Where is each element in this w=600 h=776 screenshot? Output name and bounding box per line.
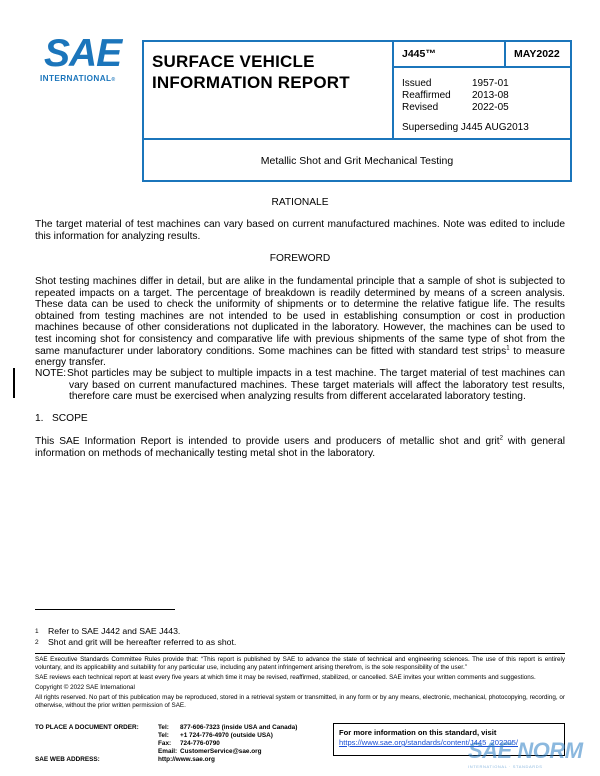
note-text: Shot particles may be subject to multiple impacts in a test machine. The target material of test machines can vary based on current manufactured machines. These target materials will affect the laboratory test results, therefore care must be exercised when analyzing results from different accelarated laboratory testing. [67,368,565,403]
legal-text: SAE Executive Standards Committee Rules provide that: “This report is published by SAE to advance the state of technical and engineering sciences. The use of this report is entirely voluntary, and its applicability and suitability for any particular use, including any patent infringement arising therefrom, is the sole responsibility of the user.” SAE reviews each technical report at least every five years at which time it may be revised, reaffirmed, stabilized, or cancelled. SAE invites your written comments and suggestions. Copyright © 2022 SAE International All rights reserved. No part of this publication may be reproduced, stored in a retrieval system or transmitted, in any form or by any means, electronic, mechanical, photocopying, recording, or otherwise, without the prior written permission of SAE. [35,656,565,709]
report-type: SURFACE VEHICLE INFORMATION REPORT [152,52,350,92]
doc-title: Metallic Shot and Grit Mechanical Testing [260,155,454,167]
sae-norm-watermark [468,738,598,776]
rationale-heading: RATIONALE [271,197,329,208]
doc-number: J445™ [402,48,436,60]
scope-text: This SAE Information Report is intended to provide users and producers of metallic shot and grit$^2$ with general information on methods of mechanically testing metal shot in the laboratory. [35,435,565,459]
footnote-rule [35,609,175,610]
foreword-text: Shot testing machines differ in detail, but are alike in the fundamental principle that a sample of shot is subjected to repeated impacts on a target. The percentage of breakdown is readily determined by means of a screen analysis. These data can be used to check the uniformity of shipments or to determine the relative fatigue life. The results obtained from testing machines are not intended to be used in establishing consumption or cost in production machines because of other considerations not duplicated in the laboratory. However, the machines can be used to test incoming shot for consistency and comparative life with previous shipments of the same type of shot from the same manufacturer under laboratory conditions. Some machines can be fitted with standard test strips$^1$ to measure energy transfer. [35,276,565,369]
contact-block: TO PLACE A DOCUMENT ORDER: Tel: 877-606-7323 (inside USA and Canada) Tel: +1 724-776-4970 (outside USA) Fax: 724-776-0790 Email: CustomerService@sae.org SAE WEB ADDRESS: http://www.sae.org [35,724,298,763]
doc-date: MAY2022 [514,48,560,60]
note-label: NOTE: [35,368,67,379]
rationale-text: The target material of test machines can vary based on current manufactured machines. Note was edited to include this information for analyzing results. [35,219,565,242]
header-box [142,40,572,182]
scope-heading: 1. SCOPE [35,413,88,424]
more-info-heading: For more information on this standard, visit [339,728,497,737]
foreword-heading: FOREWORD [269,253,331,264]
change-bar [13,368,15,398]
footnote: 2 Shot and grit will be hereafter referred to as shot. [35,637,237,647]
watermark-text: SAE NORM [468,738,583,763]
superseding: Superseding J445 AUG2013 [402,122,529,133]
footnote: 1 Refer to SAE J442 and SAE J443. [35,626,181,636]
footnotes [35,626,236,648]
sae-logo: SAE INTERNATIONAL® [40,32,122,83]
watermark-subtext: INTERNATIONAL · STANDARDS [468,764,543,769]
legal-rule [35,653,565,654]
more-info-link[interactable]: https://www.sae.org/standards/content/J445_202205/ [339,738,518,747]
doc-history: Issued 1957-01 Reaffirmed 2013-08 Revised 2022-05 [402,78,509,113]
sae-logo-name: INTERNATIONAL [40,74,112,83]
sae-logo-letters: SAE [44,32,122,75]
